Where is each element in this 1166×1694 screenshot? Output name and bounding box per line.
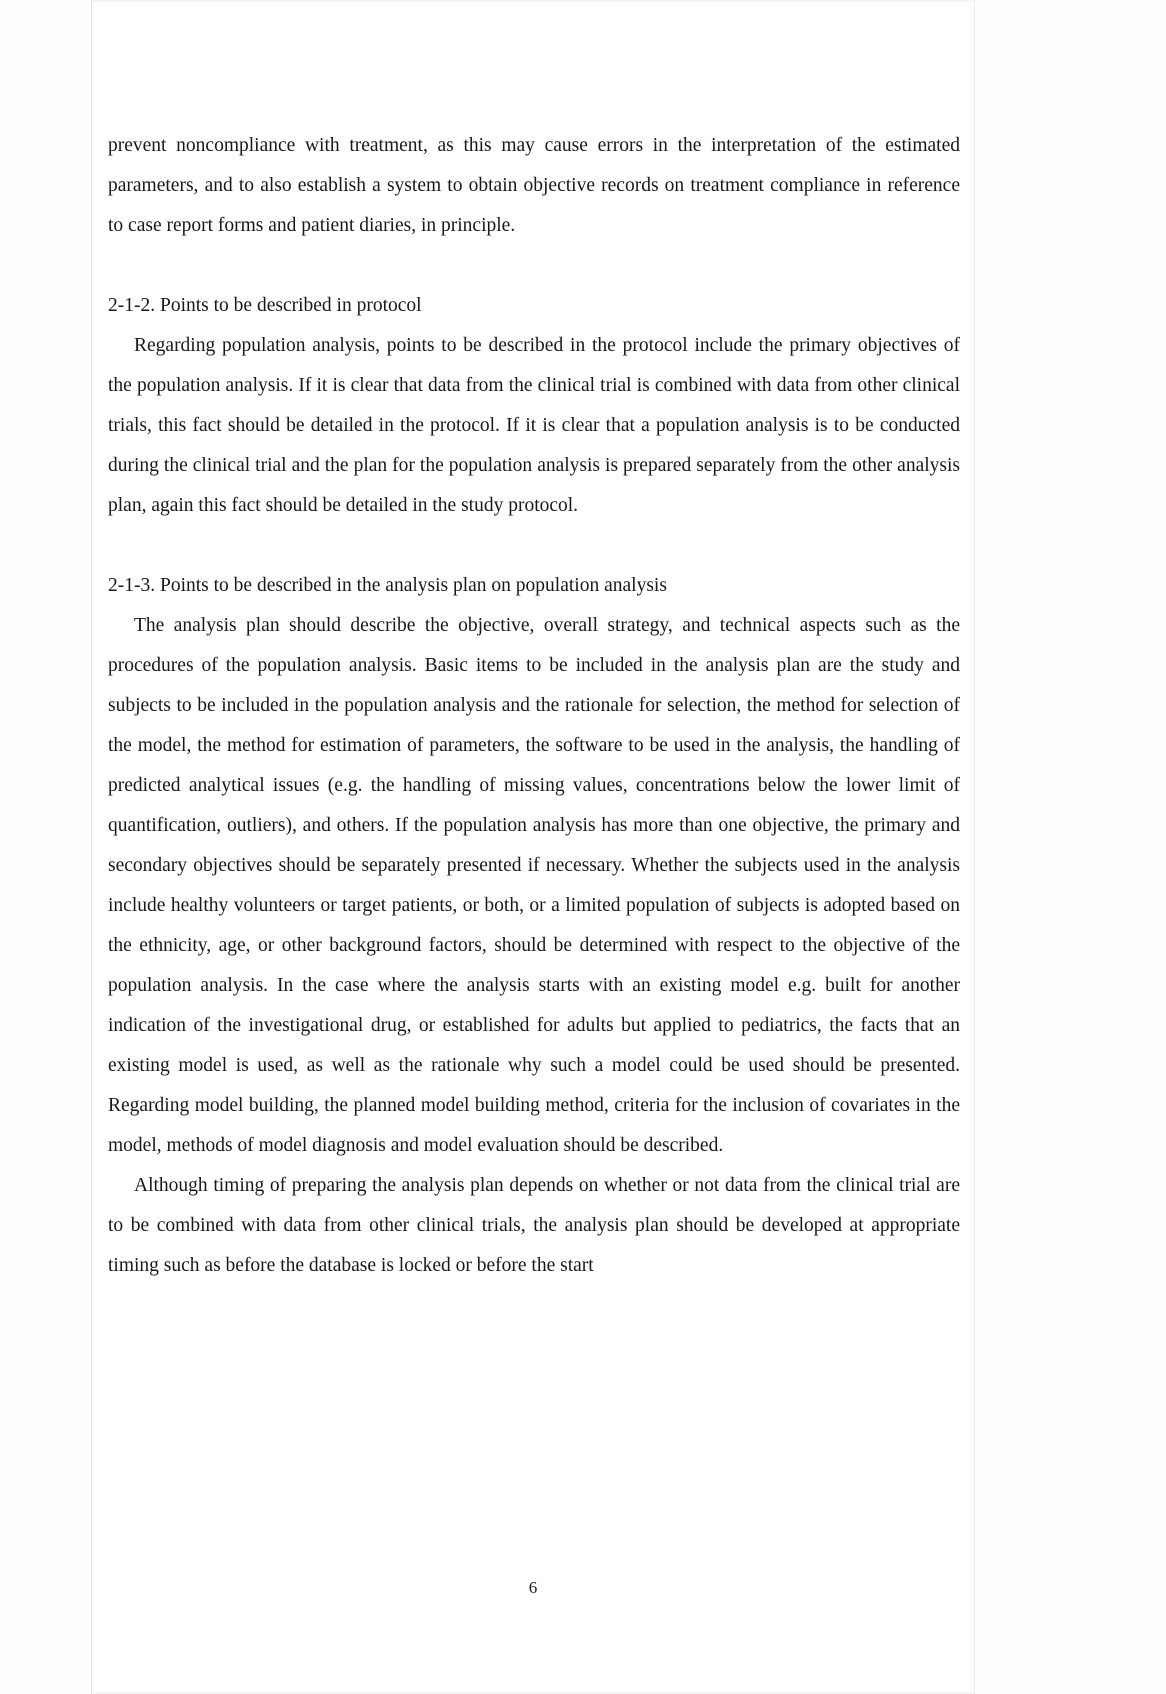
page-body-text	[108, 126, 960, 1286]
page-number: 6	[528, 1578, 538, 1597]
section-heading-2-1-2: 2-1-2. Points to be described in protocol	[108, 295, 422, 316]
paragraph-points-in-protocol: Regarding population analysis, points to be described in the protocol include the primary objectives of the population analysis. If it is clear that data from the clinical trial is combined with data from other clinical trials, this fact should be detailed in the protocol. If it is clear that a population analysis is to be conducted during the clinical trial and the plan for the population analysis is prepared separately from the other analysis plan, again this fact should be detailed in the study protocol.	[108, 335, 960, 516]
scan-edge-top	[92, 0, 974, 2]
section-heading-2-1-3: 2-1-3. Points to be described in the analysis plan on population analysis	[108, 575, 667, 596]
paragraph-continued-from-previous-page: prevent noncompliance with treatment, as this may cause errors in the interpretation of the estimated parameters, and to also establish a system to obtain objective records on treatment compliance in reference to case report forms and patient diaries, in principle.	[108, 135, 960, 236]
paragraph-analysis-plan-timing: Although timing of preparing the analysis plan depends on whether or not data from the clinical trial are to be combined with data from other clinical trials, the analysis plan should be developed at appropriate timing such as before the database is locked or before the start	[108, 1175, 960, 1276]
paragraph-analysis-plan-contents: The analysis plan should describe the objective, overall strategy, and technical aspects such as the procedures of the population analysis. Basic items to be included in the analysis plan are the study and subjects to be included in the population analysis and the rationale for selection, the method for selection of the model, the method for estimation of parameters, the software to be used in the analysis, the handling of predicted analytical issues (e.g. the handling of missing values, concentrations below the lower limit of quantification, outliers), and others. If the population analysis has more than one objective, the primary and secondary objectives should be separately presented if necessary. Whether the subjects used in the analysis include healthy volunteers or target patients, or both, or a limited population of subjects is adopted based on the ethnicity, age, or other background factors, should be determined with respect to the objective of the population analysis. In the case where the analysis starts with an existing model e.g. built for another indication of the investigational drug, or established for adults but applied to pediatrics, the facts that an existing model is used, as well as the rationale why such a model could be used should be presented. Regarding model building, the planned model building method, criteria for the inclusion of covariates in the model, methods of model diagnosis and model evaluation should be described.	[108, 615, 960, 1156]
page-sheet	[91, 0, 975, 1694]
